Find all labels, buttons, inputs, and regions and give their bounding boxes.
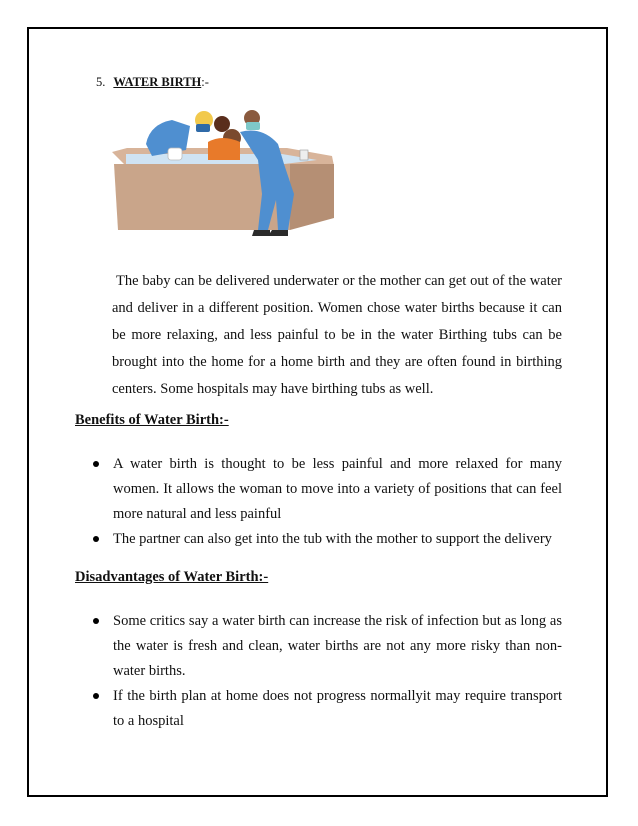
tub-side	[290, 164, 334, 230]
benefit-text: The partner can also get into the tub with the mother to support the delivery	[113, 531, 552, 547]
bullet-icon	[93, 461, 99, 467]
section-title: WATER BIRTH	[113, 75, 202, 89]
water-birth-illustration	[112, 104, 342, 249]
intro-paragraph: The baby can be delivered underwater or the mother can get out of the water and deliver in a different position. Women chose water births because it can be more relaxing, and less painful to be in the water Birthing tubs can be brought into the home for a home birth and they are often found in birthing centers. Some hospitals may have birthing tubs as well.	[112, 273, 562, 397]
bullet-icon	[93, 693, 99, 699]
mother-top	[208, 138, 240, 160]
disadvantages-list	[90, 609, 562, 734]
list-item	[90, 452, 562, 527]
benefits-heading: Benefits of Water Birth:-	[75, 412, 229, 428]
disadvantage-text: Some critics say a water birth can increase the risk of infection but as long as the water is fresh and clean, water births are not any more risky than non-water births.	[113, 613, 562, 679]
section-number: 5.	[96, 75, 106, 89]
section-heading	[96, 75, 209, 90]
benefits-list	[90, 452, 562, 552]
disadvantages-heading: Disadvantages of Water Birth:-	[75, 569, 269, 585]
disadvantage-text: If the birth plan at home does not progress normallyit may require transport to a hospital	[113, 688, 562, 729]
list-item	[90, 527, 562, 552]
section-title-suffix: :-	[201, 75, 209, 89]
bullet-icon	[93, 536, 99, 542]
bullet-icon	[93, 618, 99, 624]
list-item	[90, 609, 562, 684]
list-item	[90, 684, 562, 734]
partner-head	[214, 116, 230, 132]
benefit-text: A water birth is thought to be less painful and more relaxed for many women. It allows the woman to move into a variety of positions that can feel more natural and less painful	[113, 456, 562, 522]
